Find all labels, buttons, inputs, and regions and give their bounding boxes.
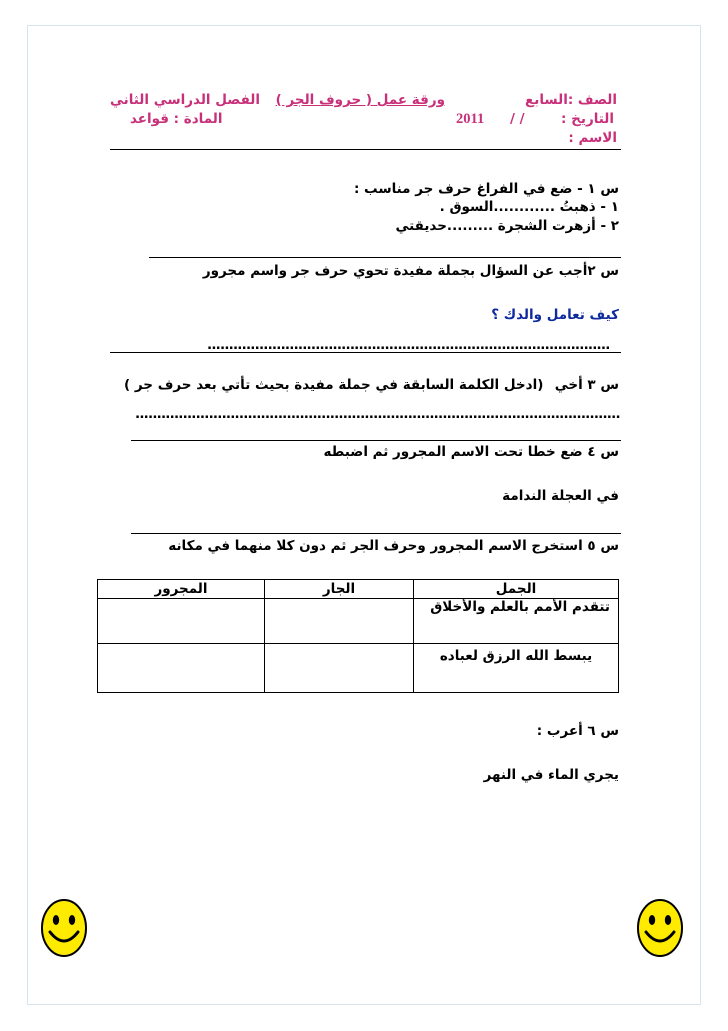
q3-instruction: (ادخل الكلمة السابقة في جملة مفيدة بحيث تأتي بعد حرف جر ) — [124, 377, 544, 393]
page-border — [27, 25, 701, 1005]
q4-sentence: في العجلة الندامة — [502, 488, 619, 504]
q6-sentence: يجري الماء في النهر — [483, 767, 619, 783]
q1-item-2: ٢ - أزهرت الشجرة .........حديقتي — [395, 218, 619, 234]
table-row-1-sentence: تتقدم الأمم بالعلم والأخلاق — [414, 599, 619, 644]
q1-title: س ١ - ضع في الفراغ حرف جر مناسب : — [353, 181, 619, 197]
q3-title: س ٣ أخي — [554, 377, 619, 393]
table-header-genitive-noun: المجرور — [98, 580, 265, 599]
table-row-2-sentence: يبسط الله الرزق لعباده — [414, 644, 619, 693]
grade-label: الصف :السابع — [525, 92, 617, 108]
table-row-2-preposition-cell[interactable] — [265, 644, 414, 693]
worksheet-title: ورقة عمل ( حروف الجر ) — [275, 92, 445, 108]
date-year: 2011 — [456, 111, 485, 127]
q2-top-line — [149, 257, 621, 258]
q2-question: كيف تعامل والدك ؟ — [491, 307, 619, 323]
q2-answer-line: ............................................................................................. — [207, 337, 610, 353]
smiley-face-icon — [40, 898, 88, 958]
q2-divider — [110, 352, 621, 353]
q4-top-line — [131, 440, 621, 441]
table-header-preposition: الجار — [265, 580, 414, 599]
smiley-face-icon — [636, 898, 684, 958]
date-label: التاريخ : — [561, 111, 614, 127]
table-row-1-preposition-cell[interactable] — [265, 599, 414, 644]
table-header-sentences: الجمل — [414, 580, 619, 599]
q5-title: س ٥ استخرج الاسم المجرور وحرف الجر ثم دون كلا منهما في مكانه — [168, 538, 619, 554]
q5-top-line — [131, 533, 621, 534]
header-divider — [110, 149, 621, 150]
q2-title: س ٢أجب عن السؤال بجملة مفيدة تحوي حرف جر واسم مجرور — [202, 263, 619, 279]
q6-title: س ٦ أعرب : — [536, 723, 619, 739]
q5-table — [97, 579, 619, 693]
q3-answer-line: ................................................................................................................ — [135, 406, 620, 422]
q4-title: س ٤ ضع خطا تحت الاسم المجرور ثم اضبطه — [323, 444, 619, 460]
semester-label: الفصل الدراسي الثاني — [110, 92, 260, 108]
date-slashes: / / — [510, 111, 525, 127]
student-name-label: الاسم : — [568, 130, 617, 146]
table-row-2-genitive-cell[interactable] — [98, 644, 265, 693]
subject-label: المادة : قواعد — [130, 111, 223, 127]
table-row-1-genitive-cell[interactable] — [98, 599, 265, 644]
q1-item-1: ١ - ذهبتُ ............السوق . — [439, 199, 619, 215]
